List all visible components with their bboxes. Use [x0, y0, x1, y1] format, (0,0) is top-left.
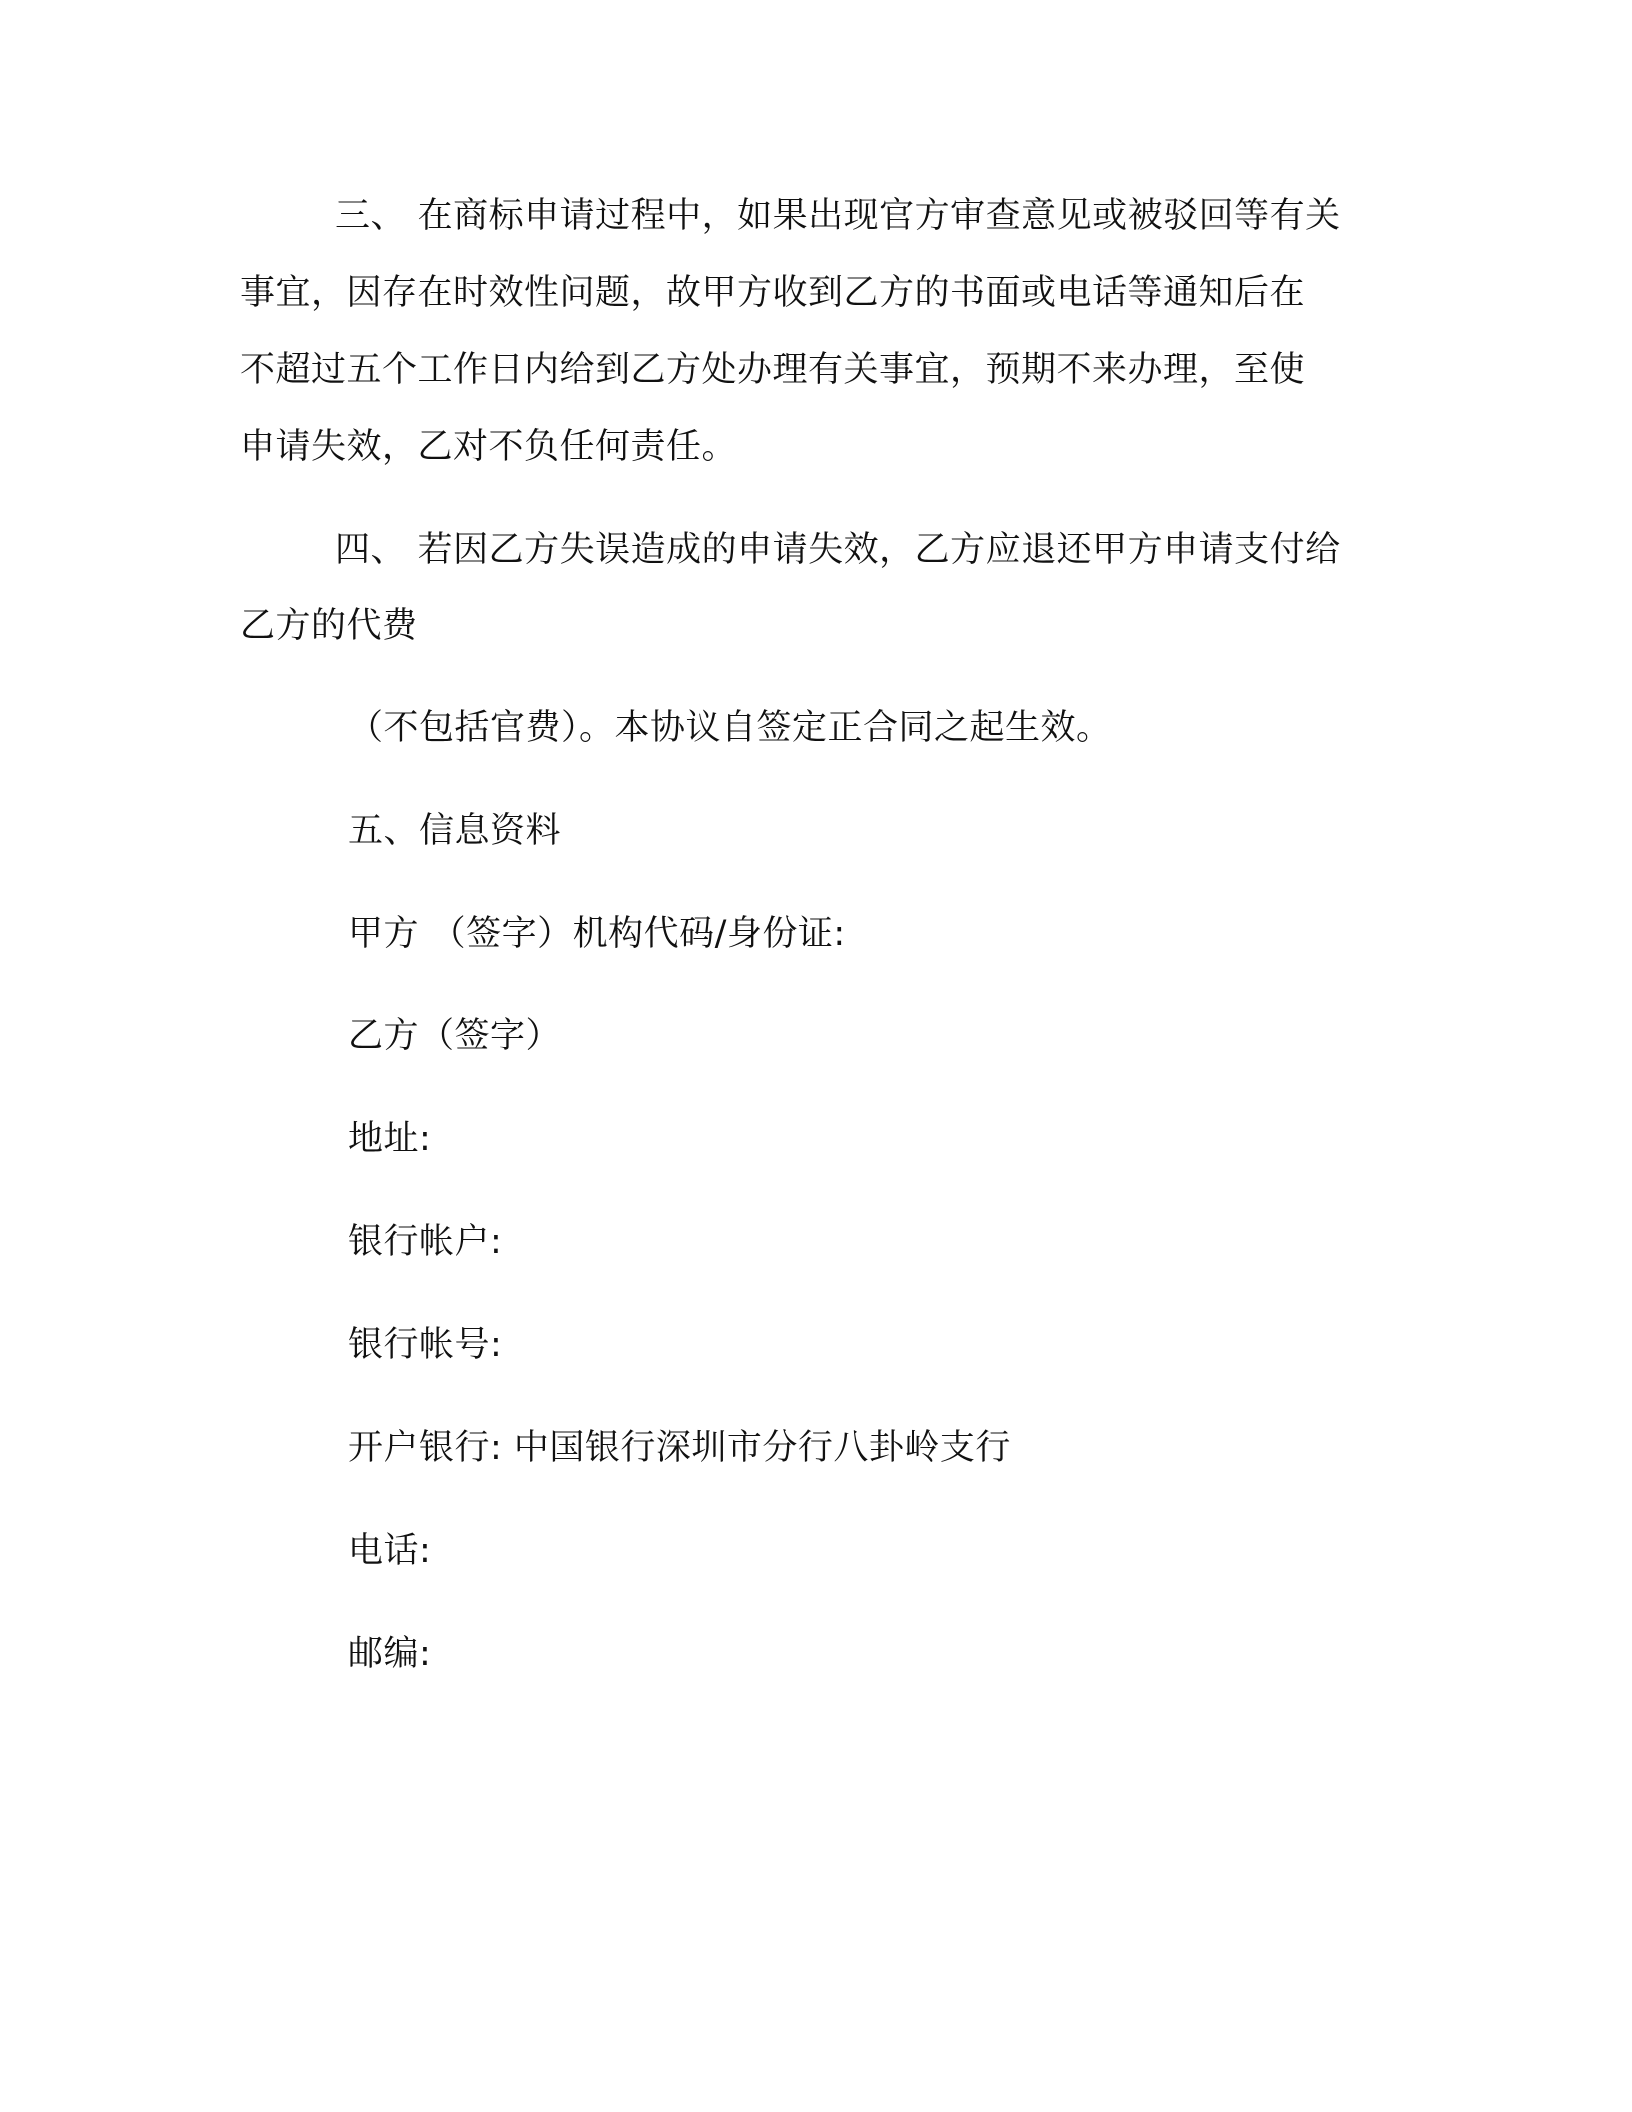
section4-line-3: （不包括官费）。本协议自签定正合同之起生效。: [348, 708, 1112, 748]
section3-line-2: 事宜，因存在时效性问题，故甲方收到乙方的书面或电话等通知后在: [240, 273, 1306, 313]
field-address: 地址:: [348, 1119, 432, 1159]
field-bank-account-number: 银行帐号:: [348, 1325, 503, 1365]
section3-line-3: 不超过五个工作日内给到乙方处办理有关事宜，预期不来办理，至使: [240, 350, 1306, 390]
section3-line-1: 三、 在商标申请过程中，如果出现官方审查意见或被驳回等有关: [335, 196, 1341, 236]
field-opening-bank: 开户银行: 中国银行深圳市分行八卦岭支行: [348, 1428, 1011, 1468]
field-bank-account: 银行帐户:: [348, 1222, 503, 1262]
section5-title: 五、信息资料: [348, 811, 562, 851]
section4-line-1: 四、 若因乙方失误造成的申请失效，乙方应退还甲方申请支付给: [335, 530, 1341, 570]
field-party-b-signature: 乙方（签字）: [348, 1016, 562, 1056]
field-party-a-signature: 甲方 （签字）机构代码/身份证:: [348, 914, 846, 954]
section3-line-4: 申请失效，乙对不负任何责任。: [240, 427, 738, 467]
field-postcode: 邮编:: [348, 1634, 432, 1674]
field-phone: 电话:: [348, 1531, 432, 1571]
section4-line-2: 乙方的代费: [240, 606, 418, 646]
